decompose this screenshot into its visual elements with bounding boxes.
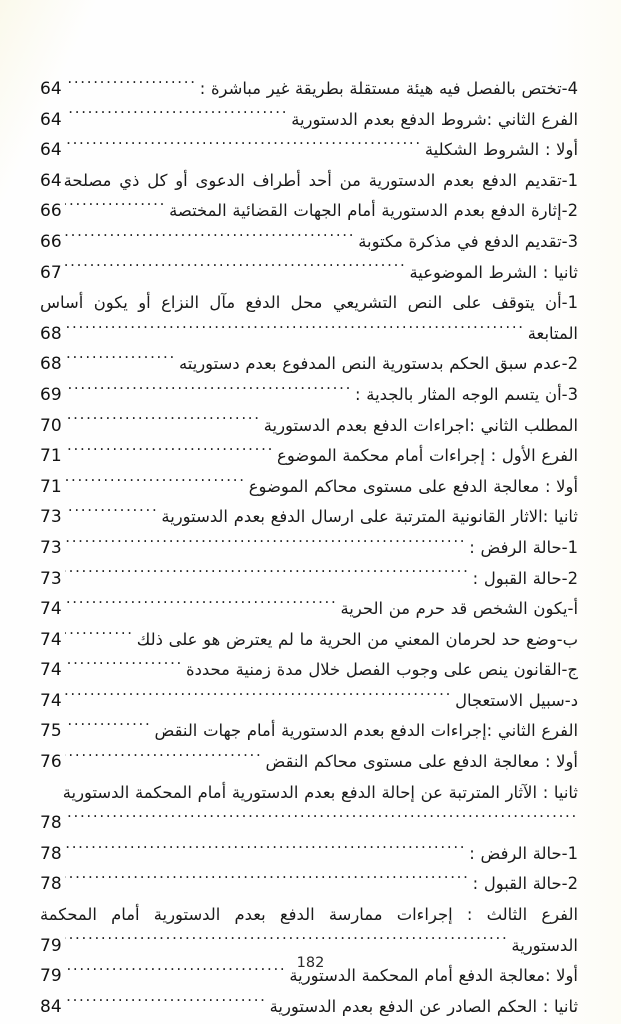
toc-entry-line: 1-أن يتوقف على النص التشريعي محل الدفع مآل النزاع أو يكون أساس — [40, 293, 578, 313]
toc-entry-title: 2-إثارة الدفع بعدم الدستورية أمام الجهات القضائية المختصة — [169, 201, 578, 221]
toc-entry[interactable] — [40, 839, 578, 870]
toc-entry[interactable] — [40, 196, 578, 227]
dot-leader — [65, 537, 467, 553]
dot-leader — [65, 751, 263, 767]
toc-entry[interactable] — [40, 135, 578, 166]
toc-entry-page-number: 64 — [40, 79, 62, 99]
toc-entry-title: ثانيا : الشرط الموضوعية — [409, 262, 578, 282]
dot-leader — [65, 231, 356, 247]
toc-entry-page-number: 75 — [40, 721, 62, 742]
toc-entry-title: أولا : معالجة الدفع على مستوى محاكم النقض — [265, 752, 578, 772]
toc-entry[interactable] — [40, 411, 578, 442]
toc-entry-title: أولا :معالجة الدفع أمام المحكمة الدستورية — [289, 966, 578, 986]
toc-entry-title: المطلب الثاني :اجراءات الدفع بعدم الدستورية — [263, 415, 578, 435]
toc-entry[interactable] — [40, 533, 578, 564]
toc-entry-page-number: 71 — [40, 476, 62, 497]
toc-entry[interactable] — [40, 869, 578, 900]
toc-entry[interactable] — [40, 227, 578, 258]
page-folio-number: 182 — [296, 955, 325, 971]
toc-entry[interactable] — [40, 655, 578, 686]
toc-entry-title: الدستورية — [511, 935, 578, 955]
toc-entry-page-number: 66 — [40, 231, 62, 252]
toc-entry[interactable] — [40, 625, 578, 656]
toc-entry[interactable] — [40, 594, 578, 625]
dot-leader — [65, 475, 246, 491]
toc-entry-page-number: 74 — [40, 690, 62, 711]
dot-leader — [65, 720, 152, 736]
toc-entry[interactable] — [40, 502, 578, 533]
toc-entry-title: ثانيا : الحكم الصادر عن الدفع بعدم الدستورية — [269, 996, 578, 1016]
toc-entry-title: 1-حالة الرفض : — [469, 843, 578, 863]
dot-leader — [65, 567, 470, 583]
toc-entry-page-number: 64 — [40, 140, 62, 161]
toc-entry-title: أولا : الشروط الشكلية — [424, 140, 578, 160]
toc-entry[interactable] — [40, 380, 578, 411]
dot-leader — [65, 78, 197, 94]
toc-entry-title: 3-أن يتسم الوجه المثار بالجدية : — [355, 384, 578, 404]
toc-entry-page-number: 74 — [40, 660, 62, 681]
toc-entry-page-number: 78 — [40, 813, 62, 834]
toc-entry-line: ثانيا : الآثار المترتبة عن إحالة الدفع بعدم الدستورية أمام المحكمة الدستورية — [62, 782, 578, 802]
toc-entry-page-number: 67 — [40, 262, 62, 283]
toc-entry-page-number: 76 — [40, 752, 62, 773]
toc-entry-page-number: 79 — [40, 935, 62, 956]
toc-entry-page-number: 66 — [40, 201, 62, 222]
dot-leader — [65, 414, 261, 430]
toc-entry-title: الفرع الأول : إجراءات أمام محكمة الموضوع — [277, 446, 578, 466]
toc-entry[interactable] — [40, 349, 578, 380]
toc-entry-page-number: 74 — [40, 599, 62, 620]
toc-entry[interactable] — [40, 747, 578, 778]
toc-entry-page-number: 69 — [40, 384, 62, 405]
dot-leader — [65, 353, 176, 369]
toc-entry-title: ج-القانون ينص على وجوب الفصل خلال مدة زمنية محددة — [186, 660, 578, 680]
toc-entry-title: ب-وضع حد لحرمان المعني من الحرية ما لم يعترض هو على ذلك — [136, 629, 578, 649]
toc-entry[interactable] — [40, 686, 578, 717]
toc-entry[interactable] — [40, 166, 578, 197]
dot-leader — [65, 812, 578, 828]
dot-leader — [65, 598, 338, 614]
toc-entry-page-number: 68 — [40, 354, 62, 375]
dot-leader — [65, 200, 166, 216]
toc-entry-title: 2-حالة القبول : — [472, 568, 578, 588]
toc-entry[interactable] — [40, 258, 578, 289]
dot-leader — [65, 659, 183, 675]
dot-leader — [65, 108, 289, 124]
toc-entry-title: 2-حالة القبول : — [472, 874, 578, 894]
toc-entry-title: الفرع الثاني :إجراءات الدفع بعدم الدستورية أمام جهات النقض — [154, 721, 578, 741]
toc-entry[interactable] — [40, 105, 578, 136]
toc-entry[interactable] — [40, 472, 578, 503]
dot-leader — [65, 842, 467, 858]
toc-entry-page-number: 74 — [40, 629, 62, 650]
dot-leader — [65, 322, 525, 338]
toc-entry-title: 2-عدم سبق الحكم بدستورية النص المدفوع بعدم دستوريته — [178, 354, 578, 374]
toc-entry-page-number: 73 — [40, 507, 62, 528]
toc-entry-line: الفرع الثالث : إجراءات ممارسة الدفع بعدم الدستورية أمام المحكمة — [40, 905, 578, 925]
dot-leader — [65, 628, 134, 644]
toc-entry[interactable] — [40, 441, 578, 472]
toc-entry-page-number: 68 — [40, 323, 62, 344]
toc-entry-title: 3-تقديم الدفع في مذكرة مكتوبة — [358, 231, 578, 251]
toc-entry[interactable] — [40, 74, 578, 105]
toc-entry-title: 1-تقديم الدفع بعدم الدستورية من أحد أطراف الدعوى أو كل ذي مصلحة — [63, 170, 578, 190]
toc-entry-page-number: 64 — [40, 109, 62, 130]
dot-leader — [65, 261, 407, 277]
toc-entry-title: 1-حالة الرفض : — [469, 537, 578, 557]
toc-entry-title: 4-تختص بالفصل فيه هيئة مستقلة بطريقة غير مباشرة : — [199, 79, 578, 98]
dot-leader — [65, 995, 267, 1011]
toc-entry[interactable] — [40, 808, 578, 839]
dot-leader — [65, 689, 452, 705]
toc-entry-title: المتابعة — [527, 323, 578, 343]
table-of-contents — [40, 74, 578, 1022]
toc-entry-page-number: 79 — [40, 966, 62, 987]
dot-leader — [65, 506, 159, 522]
dot-leader — [65, 139, 422, 155]
dot-leader — [65, 934, 509, 950]
toc-entry-page-number: 70 — [40, 415, 62, 436]
toc-entry[interactable] — [40, 319, 578, 350]
toc-entry-page-number: 64 — [40, 170, 62, 191]
toc-entry-page-number: 78 — [40, 874, 62, 895]
dot-leader — [65, 873, 470, 889]
toc-entry-page-number: 73 — [40, 568, 62, 589]
dot-leader — [65, 445, 274, 461]
dot-leader — [65, 384, 352, 400]
toc-entry-page-number: 78 — [40, 843, 62, 864]
toc-entry-title: د-سبيل الاستعجال — [455, 690, 578, 710]
toc-entry-page-number: 73 — [40, 537, 62, 558]
toc-entry[interactable] — [40, 564, 578, 595]
toc-entry[interactable] — [40, 716, 578, 747]
toc-entry[interactable] — [40, 992, 578, 1023]
toc-entry-title: أ-يكون الشخص قد حرم من الحرية — [340, 599, 578, 619]
toc-entry-title: أولا : معالجة الدفع على مستوى محاكم الموضوع — [248, 476, 578, 496]
toc-entry-title: الفرع الثاني :شروط الدفع بعدم الدستورية — [291, 109, 578, 129]
toc-entry-page-number: 71 — [40, 446, 62, 467]
toc-entry-page-number: 84 — [40, 996, 62, 1017]
toc-entry-title: ثانيا :الاثار القانونية المترتبة على ارسال الدفع بعدم الدستورية — [161, 507, 578, 527]
